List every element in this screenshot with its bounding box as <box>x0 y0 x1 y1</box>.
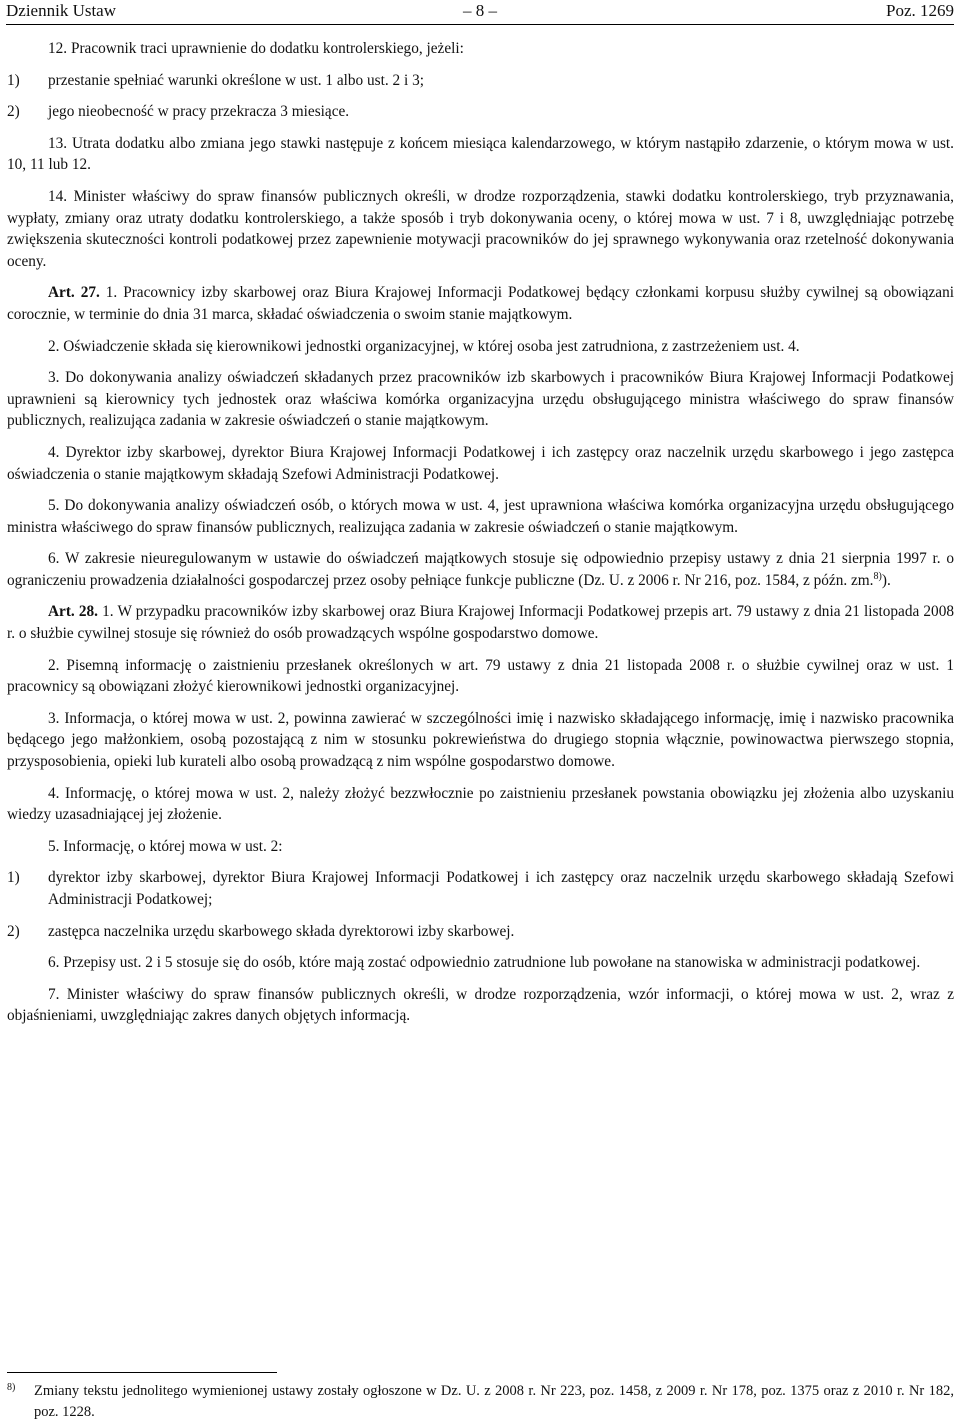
article-27-paragraph-2: 2. Oświadczenie składa się kierownikowi jednostki organizacyjnej, w której osoba jest zatrudniona, z zastrzeżeniem ust. 4. <box>48 337 800 355</box>
article-28-paragraph-3: 3. Informacja, o której mowa w ust. 2, powinna zawierać w szczególności imię i nazwisko składającego informację, imię i nazwisko pracownika będącego jego małżonkiem, osobą pozostającą z nim w stosunku pokrewieństwa do drugiego stopnia włącznie, powinowactwa pierwszego stopnia, przysposobienia, opieki lub kurateli albo osobą prowadzącą z nim wspólne gospodarstwo domowe. <box>7 709 954 771</box>
list-item <box>7 921 954 943</box>
paragraph-12: 12. Pracownik traci uprawnienie do dodatku kontrolerskiego, jeżeli: <box>48 40 464 57</box>
footnote-divider <box>7 1372 277 1373</box>
article-27-6-end: ). <box>881 571 891 589</box>
footnote <box>7 1381 954 1423</box>
article-27-paragraph-3: 3. Do dokonywania analizy oświadczeń składanych przez pracowników izb skarbowych i pracowników Biura Krajowej Informacji Podatkowej uprawnieni są kierownicy tych jednostek oraz właściwa komórka organizacyjna urzędu obsługującego ministra właściwego do spraw finansów publicznych, realizująca zadania w zakresie oświadczeń o stanie majątkowym. <box>7 369 954 430</box>
paragraph-14: 14. Minister właściwy do spraw finansów publicznych określi, w drodze rozporządzenia, stawki dodatku kontrolerskiego, tryb przyznawania, wypłaty, zmiany oraz utraty dodatku kontrolerskiego, a także sposób i tryb dokonywania oceny, o której mowa w ust. 7 i 8, uwzględniając potrzebę zwiększenia skuteczności kontroli podatkowej przez zapewnienie motywacji pracowników do jej sprawnego wykonywania oraz rzetelność dokonywania oceny. <box>7 187 954 270</box>
article-27-6-text: 6. W zakresie nieuregulowanym w ustawie do oświadczeń majątkowych stosuje się odpowiednio przepisy ustawy z dnia 21 sierpnia 1997 r. o ograniczeniu prowadzenia działalności gospodarczej przez osoby pełniące funkcje publiczne (Dz. U. z 2006 r. Nr 216, poz. 1584, z późn. zm. <box>7 550 954 589</box>
page-number: – 8 – <box>463 1 497 20</box>
journal-title: Dziennik Ustaw <box>6 1 117 20</box>
list-item <box>7 101 954 123</box>
list-text: dyrektor izby skarbowej, dyrektor Biura Krajowej Informacji Podatkowej i ich zastępcy oraz naczelnik urzędu skarbowego składają Szefowi Administracji Podatkowej; <box>48 869 954 908</box>
list-text: jego nieobecność w pracy przekracza 3 miesiące. <box>48 103 350 121</box>
article-28-paragraph-6: 6. Przepisy ust. 2 i 5 stosuje się do osób, które mają zostać odpowiednio zatrudnione lub powołane na stanowiska w administracji podatkowej. <box>48 954 921 972</box>
article-27-label: Art. 27. <box>48 284 100 302</box>
list-number: 1) <box>7 71 20 89</box>
article-28-paragraph-2: 2. Pisemną informację o zaistnieniu przesłanek określonych w art. 79 ustawy z dnia 21 listopada 2008 r. o służbie cywilnej oraz w ust. 1 pracownicy są obowiązani złożyć kierownikowi jednostki organizacyjnej. <box>7 656 954 696</box>
list-text: zastępca naczelnika urzędu skarbowego składa dyrektorowi izby skarbowej. <box>48 922 515 940</box>
footnote-number: 8) <box>7 1382 16 1393</box>
article-28-paragraph-7: 7. Minister właściwy do spraw finansów publicznych określi, w drodze rozporządzenia, wzór informacji, o której mowa w ust. 2, wraz z objaśnieniami, uwzględniając zakres danych objętych informacją. <box>7 985 954 1025</box>
article-28-paragraph-1 <box>7 601 954 644</box>
list-number: 2) <box>7 103 20 121</box>
list-number: 2) <box>7 922 20 940</box>
article-27-text: 1. Pracownicy izby skarbowej oraz Biura Krajowej Informacji Podatkowej będący członkami korpusu służby cywilnej są obowiązani corocznie, w terminie do dnia 31 marca, składać oświadczenia o swoim stanie majątkowym. <box>7 284 954 323</box>
position-number: Poz. 1269 <box>886 1 954 20</box>
article-27-paragraph-5: 5. Do dokonywania analizy oświadczeń osób, o których mowa w ust. 4, jest uprawniona właściwa komórka organizacyjna urzędu obsługującego ministra właściwego do spraw finansów publicznych, realizująca zadania w zakresie oświadczeń o stanie majątkowym. <box>7 497 954 536</box>
article-28-paragraph-4: 4. Informację, o której mowa w ust. 2, należy złożyć bezzwłocznie po zaistnieniu przesłanek powstania obowiązku jej złożenia albo uzyskaniu wiedzy uzasadniającej jej złożenie. <box>7 784 954 824</box>
article-27-paragraph-4: 4. Dyrektor izby skarbowej, dyrektor Biura Krajowej Informacji Podatkowej i ich zastępcy oraz naczelnik urzędu skarbowego i jego zastępca oświadczenia o stanie majątkowym składają Szefowi Administracji Podatkowej. <box>7 443 954 483</box>
footnote-text: Zmiany tekstu jednolitego wymienionej ustawy zostały ogłoszone w Dz. U. z 2008 r. Nr 223, poz. 1458, z 2009 r. Nr 178, poz. 1375 oraz z 2010 r. Nr 182, poz. 1228. <box>34 1383 954 1420</box>
article-28-paragraph-5: 5. Informację, o której mowa w ust. 2: <box>48 837 283 855</box>
footnote-reference[interactable]: 8) <box>873 570 882 582</box>
list-text: przestanie spełniać warunki określone w ust. 1 albo ust. 2 i 3; <box>48 71 424 89</box>
list-number: 1) <box>7 869 20 887</box>
article-27-paragraph-1 <box>7 282 954 325</box>
article-28-label: Art. 28. <box>48 603 99 621</box>
page-header <box>6 0 954 25</box>
paragraph-13: 13. Utrata dodatku albo zmiana jego stawki następuje z końcem miesiąca kalendarzowego, w którym nastąpiło zdarzenie, o którym mowa w ust. 10, 11 lub 12. <box>7 134 954 174</box>
article-27-paragraph-6 <box>7 548 954 591</box>
document-body <box>7 38 954 1037</box>
article-28-text: 1. W przypadku pracowników izby skarbowej oraz Biura Krajowej Informacji Podatkowej przepis art. 79 ustawy z dnia 21 listopada 2008 r. o służbie cywilnej stosuje się również do osób prowadzących wspólne gospodarstwo domowe. <box>7 603 954 643</box>
list-item <box>7 70 954 92</box>
list-item <box>7 867 954 910</box>
